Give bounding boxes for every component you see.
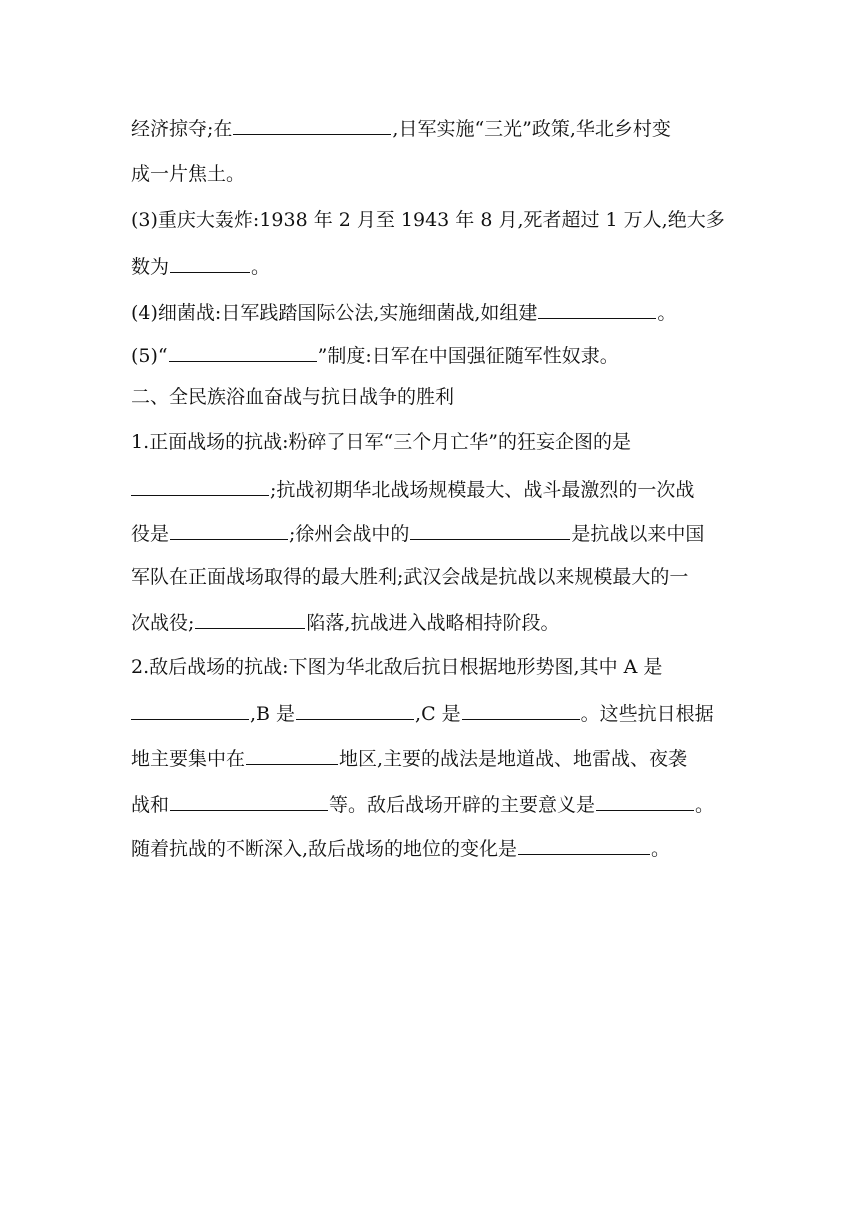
answer-blank[interactable] [538,299,656,319]
answer-blank[interactable] [518,835,650,855]
text: 陷落,抗战进入战略相持阶段。 [306,612,560,634]
text-line-11 [131,609,731,636]
text: 。 [651,838,671,860]
text: 成一片焦土。 [131,163,246,185]
text: 2.敌后战场的抗战:下图为华北敌后抗日根据地形势图,其中 A 是 [131,656,663,678]
text-line-7 [131,429,731,455]
text: 地主要集中在 [131,748,246,770]
text: (5)“ [131,345,168,367]
text: ,日军实施“三光”政策,华北乡村变 [392,118,671,140]
text: 役是 [131,523,170,545]
text-line-16 [131,835,731,862]
text-line-6 [131,342,731,369]
text: 是抗战以来中国 [571,523,705,545]
answer-blank[interactable] [233,115,391,135]
text: 经济掠夺;在 [131,118,233,140]
answer-blank[interactable] [246,745,338,765]
text: ;抗战初期华北战场规模最大、战斗最激烈的一次战 [270,479,695,501]
text: (4)细菌战:日军践踏国际公法,实施细菌战,如组建 [131,302,538,324]
text: 二、全民族浴血奋战与抗日战争的胜利 [131,386,455,408]
answer-blank[interactable] [410,520,570,540]
text: 。 [251,256,271,278]
answer-blank[interactable] [170,253,250,273]
text-line-1 [131,115,731,142]
answer-blank[interactable] [596,791,694,811]
text-line-4 [131,253,731,280]
text: ,B 是 [250,703,296,725]
answer-blank[interactable] [131,476,269,496]
text-line-15 [131,791,731,818]
text: ,C 是 [415,703,461,725]
text: 地区,主要的战法是地道战、地雷战、夜袭 [339,748,688,770]
answer-blank[interactable] [131,700,249,720]
text: 战和 [131,794,170,816]
answer-blank[interactable] [170,791,328,811]
section-heading [131,384,731,410]
answer-blank[interactable] [195,609,305,629]
text-line-13 [131,700,731,727]
text: ;徐州会战中的 [289,523,410,545]
text: 次战役; [131,612,195,634]
answer-blank[interactable] [462,700,580,720]
text: ”制度:日军在中国强征随军性奴隶。 [317,345,619,367]
text: 。 [695,794,715,816]
answer-blank[interactable] [170,520,288,540]
text: (3)重庆大轰炸:1938 年 2 月至 1943 年 8 月,死者超过 1 万人,绝大多 [131,209,725,231]
text: 。 [657,302,677,324]
text-line-9 [131,520,731,547]
text-line-14 [131,745,731,772]
text: 数为 [131,256,170,278]
text: 。这些抗日根据 [580,703,714,725]
text: 随着抗战的不断深入,敌后战场的地位的变化是 [131,838,518,860]
text-line-3 [131,207,731,233]
text: 等。敌后战场开辟的主要意义是 [329,794,596,816]
text-line-5 [131,299,731,326]
text: 军队在正面战场取得的最大胜利;武汉会战是抗战以来规模最大的一 [131,566,689,588]
text: 1.正面战场的抗战:粉碎了日军“三个月亡华”的狂妄企图的是 [131,431,631,453]
text-line-8 [131,476,731,503]
text-line-2 [131,161,731,187]
answer-blank[interactable] [169,342,317,362]
text-line-12 [131,654,731,680]
answer-blank[interactable] [296,700,414,720]
text-line-10 [131,564,731,590]
